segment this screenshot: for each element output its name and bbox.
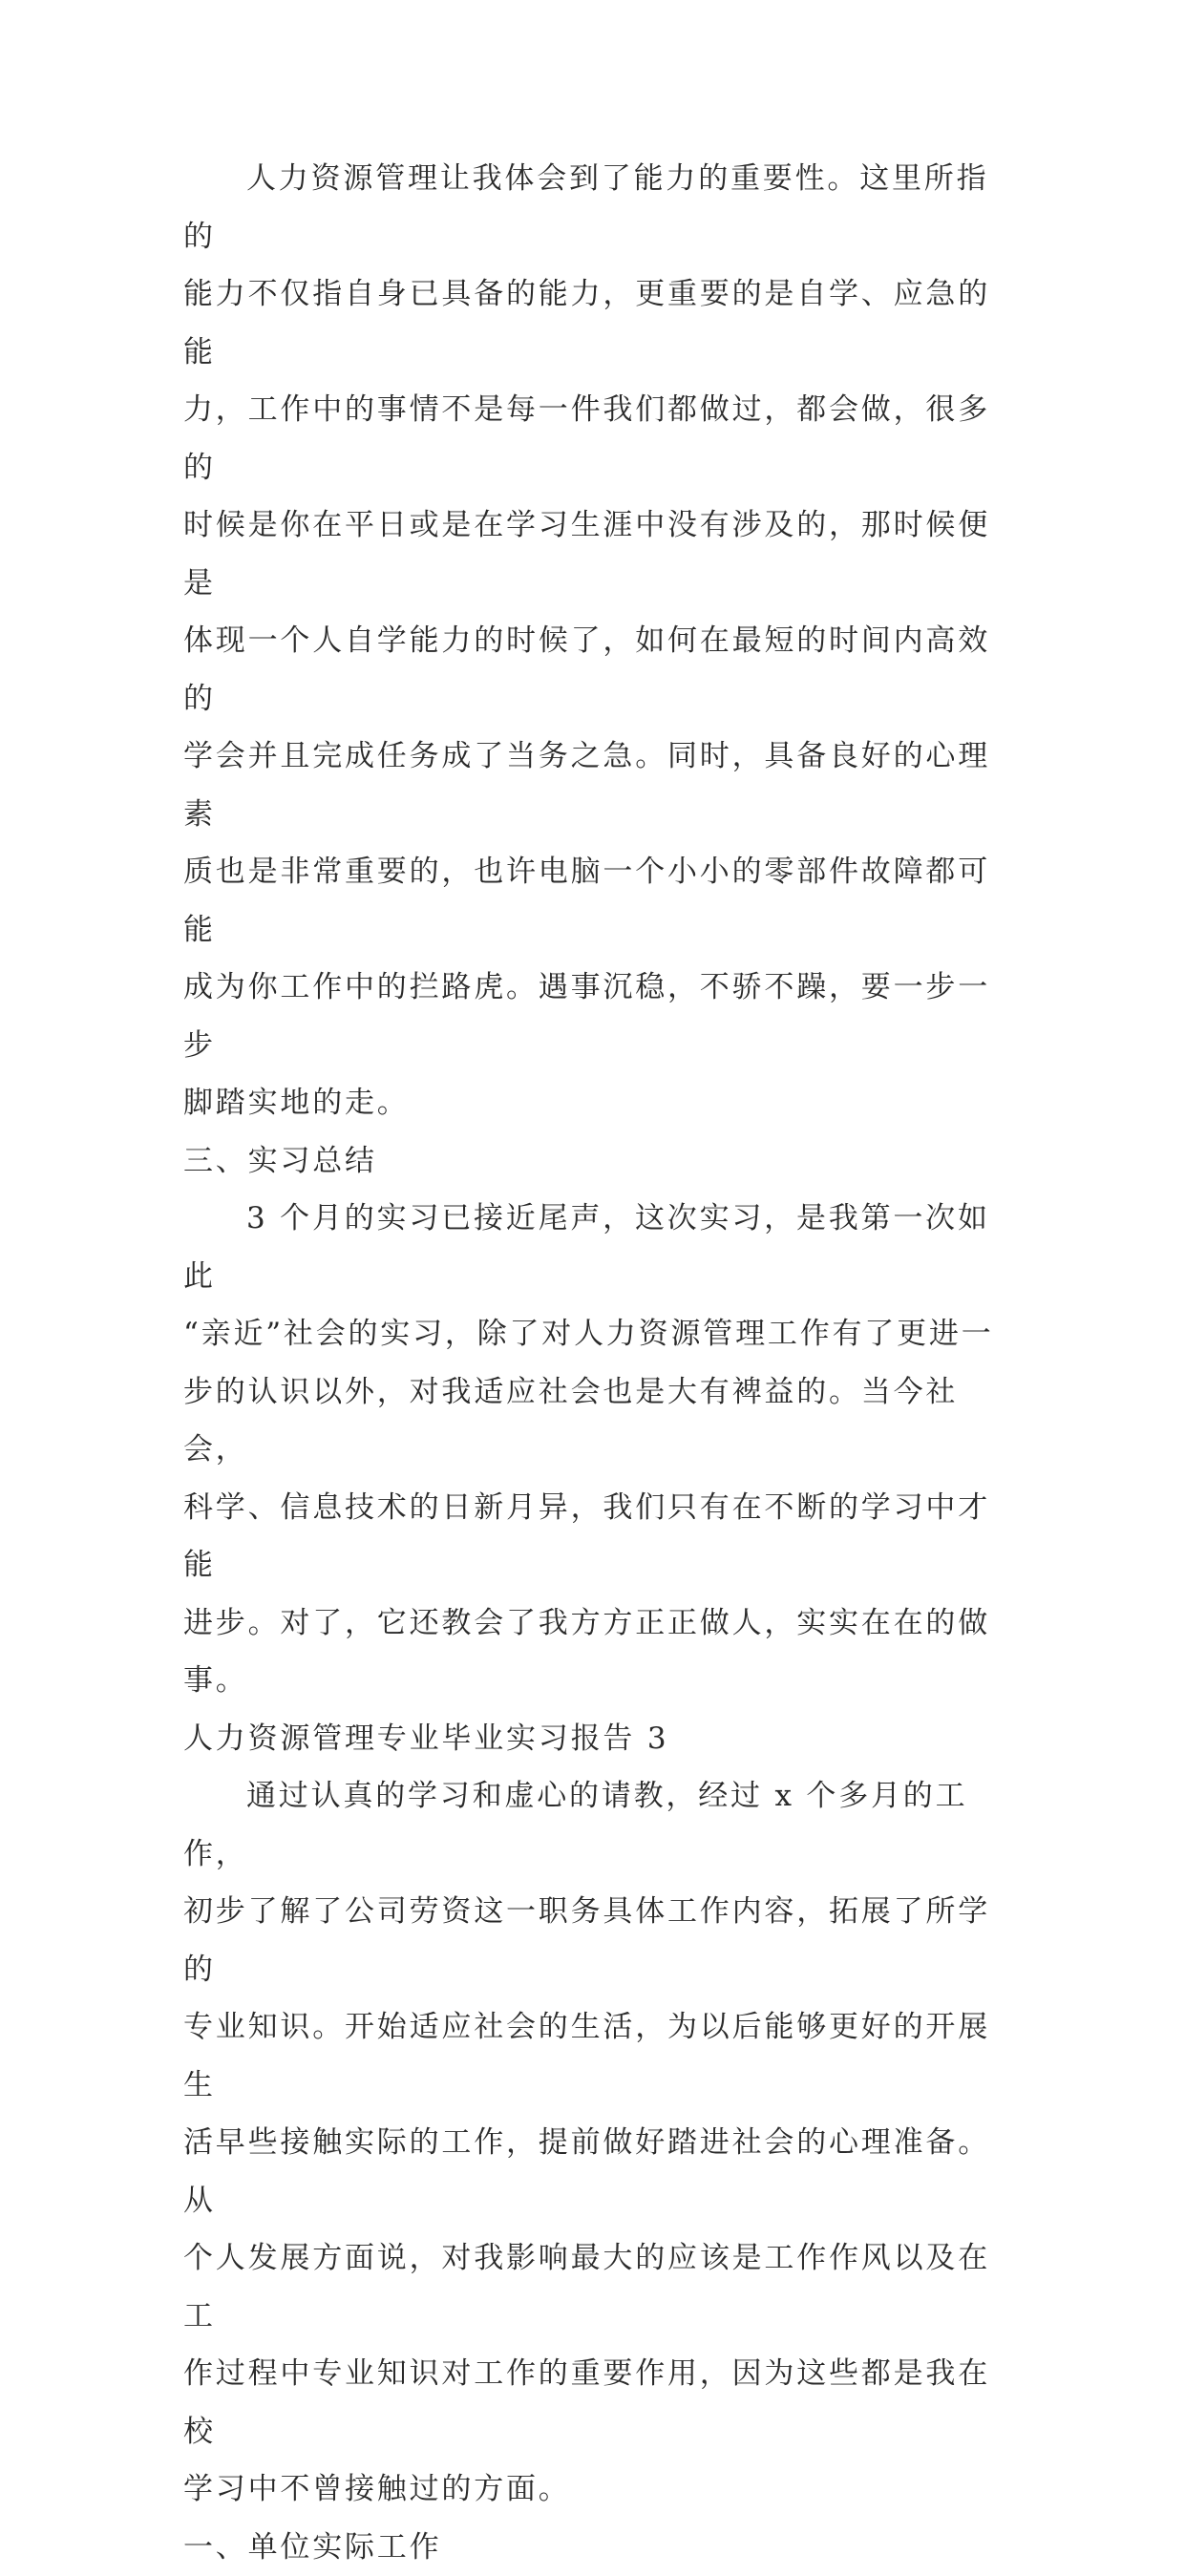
text-line: 作过程中专业知识对工作的重要作用，因为这些都是我在校 — [183, 2356, 990, 2449]
text-line: 学会并且完成任务成了当务之急。同时，具备良好的心理素 — [183, 739, 990, 832]
text-line: 质也是非常重要的，也许电脑一个小小的零部件故障都可能 — [183, 855, 990, 947]
text-line: “亲近”社会的实习，除了对人力资源管理工作有了更进一 — [183, 1317, 994, 1351]
title-text: 人力资源管理专业毕业实习报告 3 — [183, 1721, 668, 1756]
paragraph-ability — [183, 150, 1003, 1132]
text-line: 个人发展方面说，对我影响最大的应该是工作作风以及在工 — [183, 2241, 990, 2333]
text-line: 人力资源管理让我体会到了能力的重要性。这里所指的 — [183, 161, 988, 254]
section-heading-unit-work — [183, 2519, 1003, 2576]
text-line: 专业知识。开始适应社会的生活，为以后能够更好的开展生 — [183, 2010, 990, 2102]
text-line: 活早些接触实际的工作，提前做好踏进社会的心理准备。从 — [183, 2125, 990, 2218]
text-line: 能力不仅指自身已具备的能力，更重要的是自学、应急的能 — [183, 277, 990, 370]
heading-text: 三、实习总结 — [183, 1144, 377, 1178]
text-line: 时候是你在平日或是在学习生涯中没有涉及的，那时候便是 — [183, 508, 990, 601]
paragraph-summary — [183, 1190, 1003, 1710]
section-heading-internship-summary — [183, 1132, 1003, 1191]
text-line: 成为你工作中的拦路虎。遇事沉稳，不骄不躁，要一步一步 — [183, 970, 990, 1063]
text-line: 通过认真的学习和虚心的请教，经过 x 个多月的工作， — [183, 1779, 967, 1871]
text-line: 科学、信息技术的日新月异，我们只有在不断的学习中才能 — [183, 1490, 990, 1583]
text-line: 步的认识以外，对我适应社会也是大有裨益的。当今社会， — [183, 1375, 958, 1467]
text-line: 脚踏实地的走。 — [183, 1086, 410, 1120]
text-line: 3 个月的实习已接近尾声，这次实习，是我第一次如此 — [183, 1201, 990, 1294]
text-line: 力，工作中的事情不是每一件我们都做过，都会做，很多的 — [183, 392, 990, 485]
report-title — [183, 1710, 1003, 1768]
heading-text: 一、单位实际工作 — [183, 2530, 441, 2565]
text-line: 学习中不曾接触过的方面。 — [183, 2472, 571, 2506]
text-line: 初步了解了公司劳资这一职务具体工作内容，拓展了所学的 — [183, 1894, 990, 1987]
document-body — [183, 150, 1003, 2576]
text-line: 体现一个人自学能力的时候了，如何在最短的时间内高效的 — [183, 623, 990, 716]
paragraph-intro — [183, 1767, 1003, 2519]
text-line: 进步。对了，它还教会了我方方正正做人，实实在在的做事。 — [183, 1606, 990, 1699]
